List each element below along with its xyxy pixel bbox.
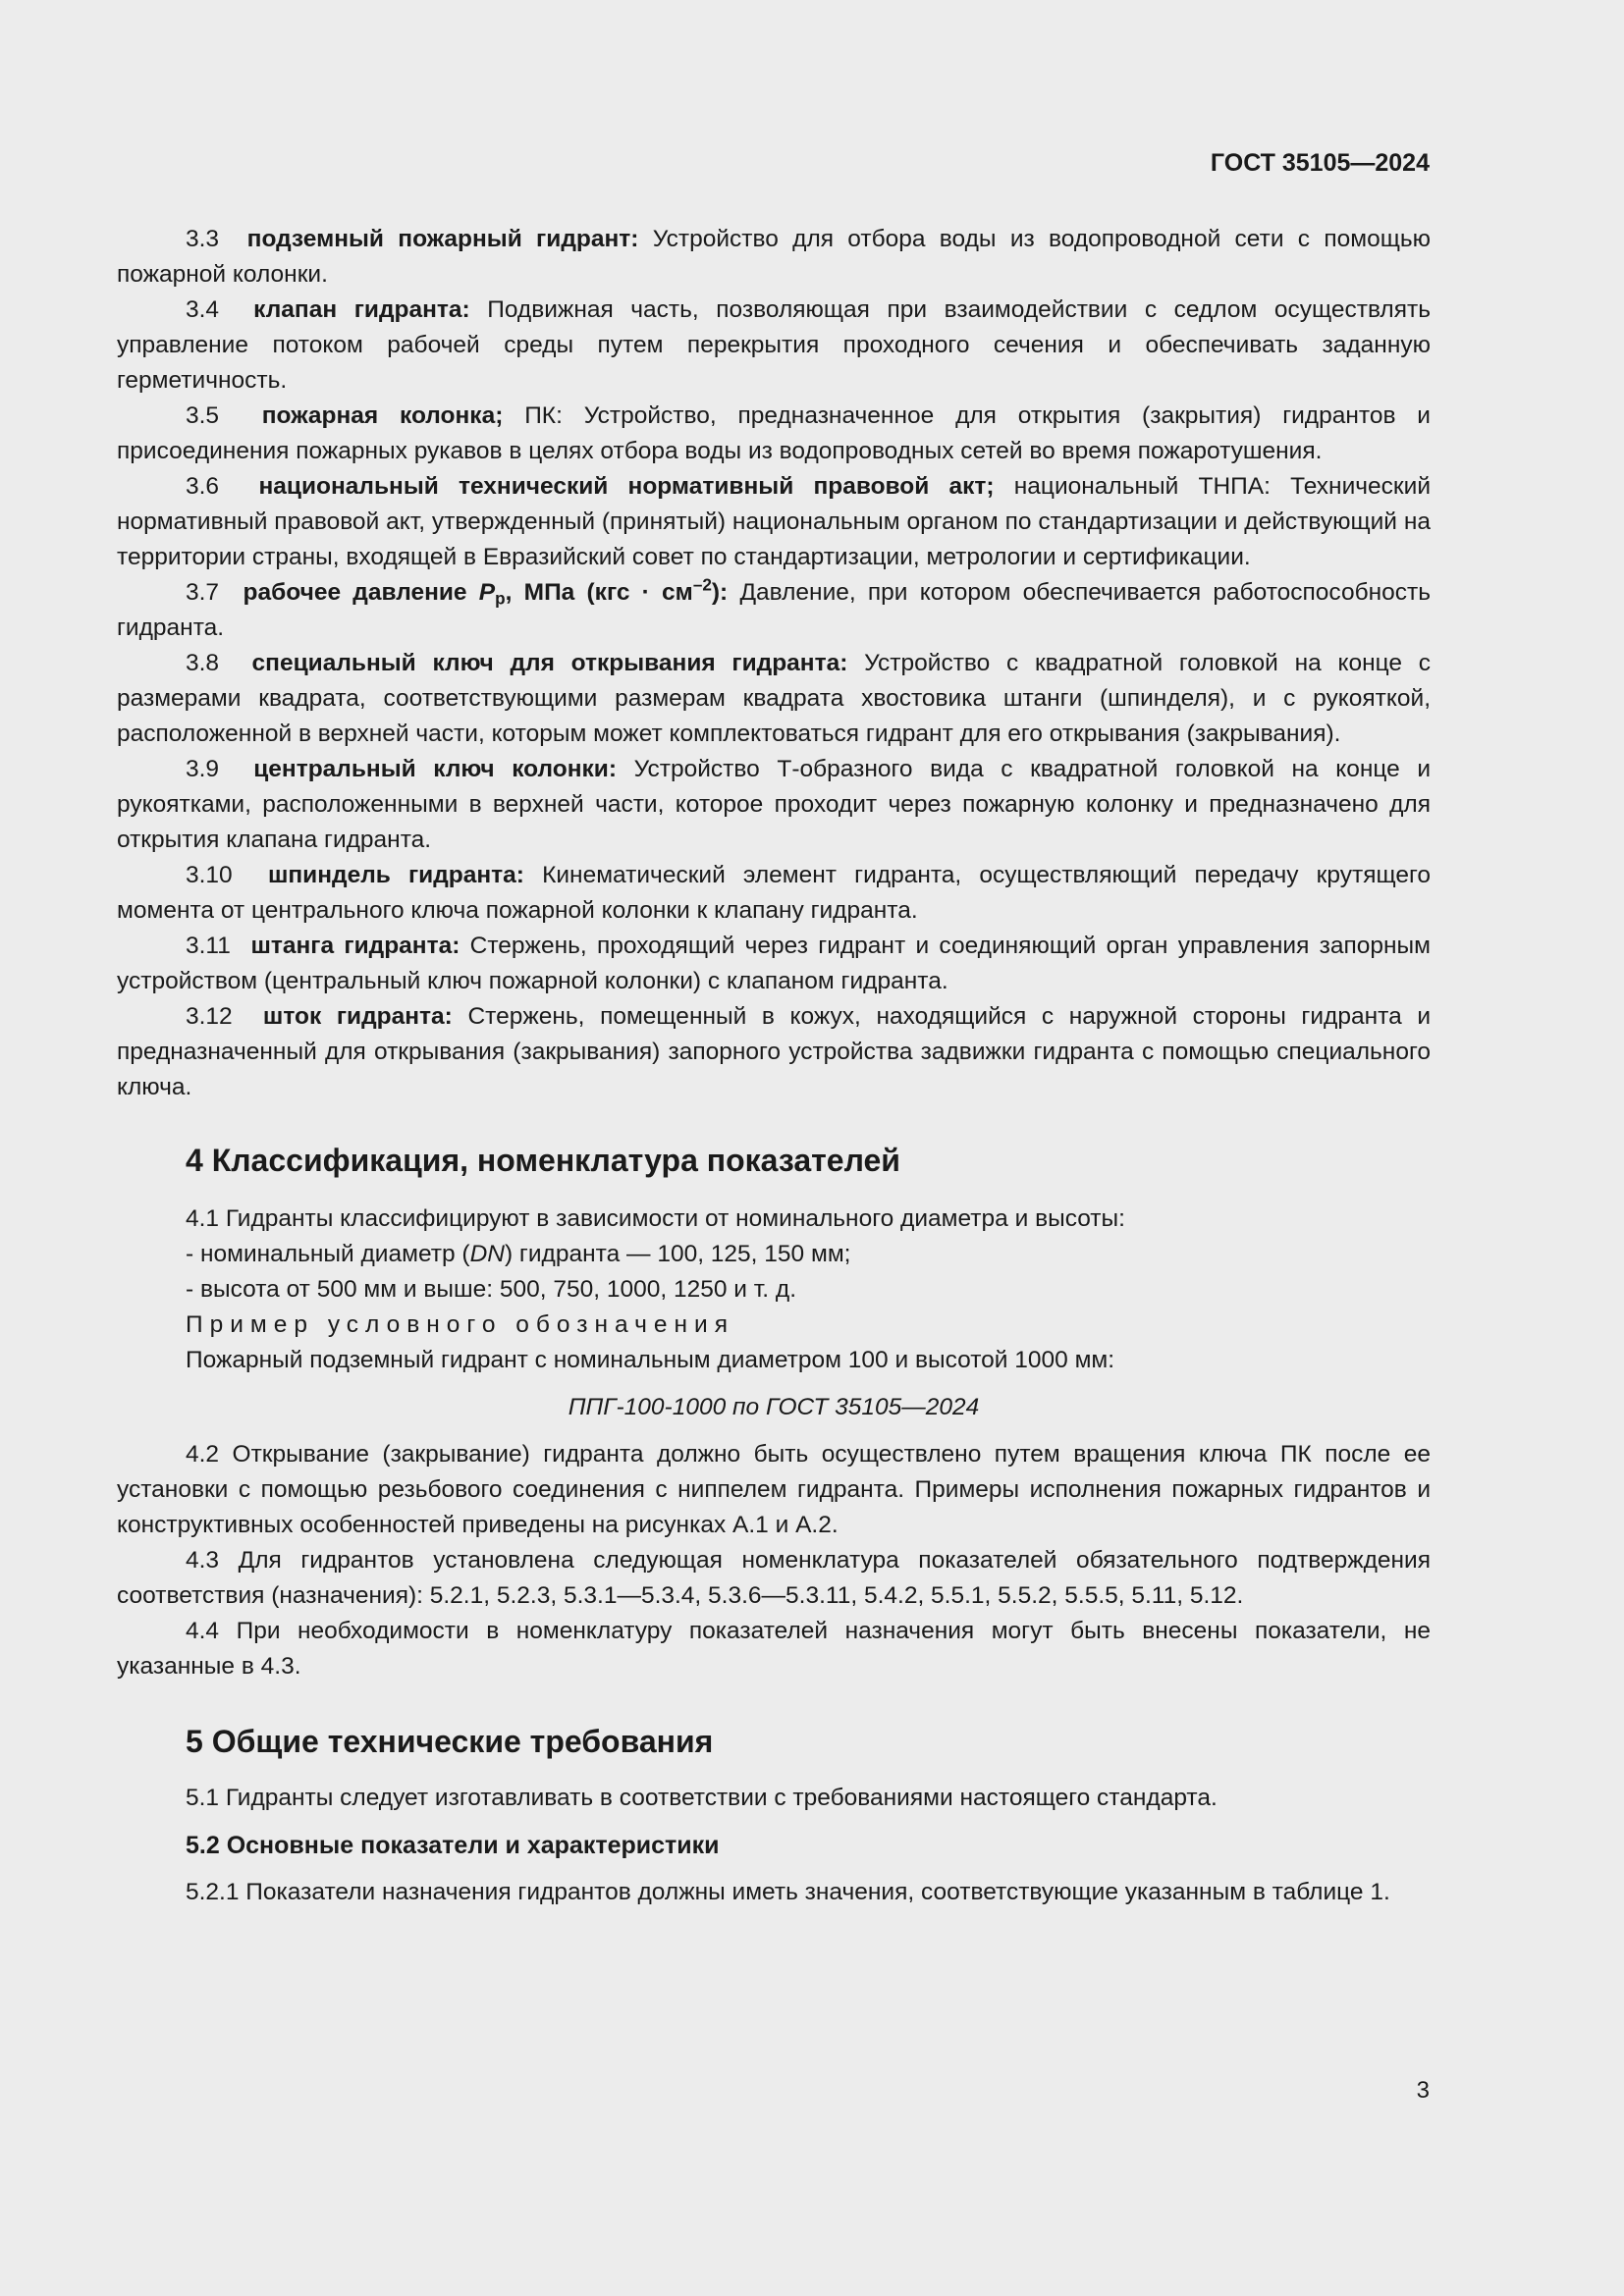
subsection-5-2-heading: 5.2 Основные показатели и характеристики [186,1832,720,1859]
list-item-dn: - номинальный диаметр (DN) гидранта — 100, 125, 150 мм; [186,1241,851,1267]
term-3-4: 3.4 клапан гидранта: Подвижная часть, позволяющая при взаимодействии с седлом осуществлять управление потоком рабочей среды путем перекрытия проходного сечения и обеспечивать заданную герметичность. [117,296,1431,394]
term-3-10: 3.10 шпиндель гидранта: Кинематический элемент гидранта, осуществляющий передачу крутящего момента от центрального ключа пожарной колонки к клапану гидранта. [117,862,1431,924]
paragraph-4-4: 4.4 При необходимости в номенклатуру показателей назначения могут быть внесены показатели, не указанные в 4.3. [117,1618,1431,1680]
paragraph-4-3: 4.3 Для гидрантов установлена следующая номенклатура показателей обязательного подтверждения соответствия (назначения): 5.2.1, 5.2.3, 5.3.1—5.3.4, 5.3.6—5.3.11, 5.4.2, 5.5.1, 5.5.2, 5.5.5, 5.11, 5.12. [117,1547,1431,1609]
example-label: Пример условного обозначения [186,1311,734,1338]
term-3-7: 3.7 рабочее давление $P_р$, МПа $(кгс \cdot см^{-2})$: Давление, при котором обеспечивается работоспособность гидранта. [117,574,1431,641]
page-number: 3 [1416,2077,1430,2104]
example-text: Пожарный подземный гидрант с номинальным диаметром 100 и высотой 1000 мм: [186,1347,1115,1373]
paragraph-5-2-1: 5.2.1 Показатели назначения гидрантов должны иметь значения, соответствующие указанным в таблице 1. [186,1879,1390,1905]
term-3-5: 3.5 пожарная колонка; ПК: Устройство, предназначенное для открытия (закрытия) гидрантов и присоединения пожарных рукавов в целях отбора воды из водопроводных сетей во время пожаротушения. [117,402,1431,464]
term-3-6: 3.6 национальный технический нормативный правовой акт; национальный ТНПА: Технический нормативный правовой акт, утвержденный (принятый) национальным органом по стандартизации и действующий на территории страны, входящей в Евразийский совет по стандартизации, метрологии и сертификации. [117,473,1431,570]
paragraph-4-2: 4.2 Открывание (закрывание) гидранта должно быть осуществлено путем вращения ключа ПК после ее установки с помощью резьбового соединения с ниппелем гидранта. Примеры исполнения пожарных гидрантов и конструктивных особенностей приведены на рисунках А.1 и А.2. [117,1441,1431,1538]
paragraph-4-1: 4.1 Гидранты классифицируют в зависимости от номинального диаметра и высоты: [186,1205,1125,1232]
term-3-9: 3.9 центральный ключ колонки: Устройство Т-образного вида с квадратной головкой на конце и рукоятками, расположенными в верхней части, которое проходит через пожарную колонку и предназначено для открытия клапана гидранта. [117,756,1432,853]
term-3-11: 3.11 штанга гидранта: Стержень, проходящий через гидрант и соединяющий орган управления запорным устройством (центральный ключ пожарной колонки) с клапаном гидранта. [117,933,1431,994]
paragraph-5-1: 5.1 Гидранты следует изготавливать в соответствии с требованиями настоящего стандарта. [186,1785,1218,1811]
term-3-3: 3.3 подземный пожарный гидрант: Устройство для отбора воды из водопроводной сети с помощью пожарной колонки. [117,226,1431,288]
example-designation: ППГ-100-1000 по ГОСТ 35105—2024 [568,1394,980,1420]
document-code: ГОСТ 35105—2024 [1210,149,1430,177]
section-4-heading: 4 Классификация, номенклатура показателей [186,1143,900,1178]
term-3-8: 3.8 специальный ключ для открывания гидранта: Устройство с квадратной головкой на конце с размерами квадрата, соответствующими размерам квадрата хвостовика штанги (шпинделя), и с рукояткой, расположенной в верхней части, которым может комплектоваться гидрант для его открывания (закрывания). [117,650,1431,747]
term-3-12: 3.12 шток гидранта: Стержень, помещенный в кожух, находящийся с наружной стороны гидранта и предназначенный для открывания (закрывания) запорного устройства задвижки гидранта с помощью специального ключа. [117,1003,1431,1100]
section-5-heading: 5 Общие технические требования [186,1724,714,1759]
page-content [117,222,1431,1910]
list-item-height: - высота от 500 мм и выше: 500, 750, 1000, 1250 и т. д. [186,1276,797,1303]
